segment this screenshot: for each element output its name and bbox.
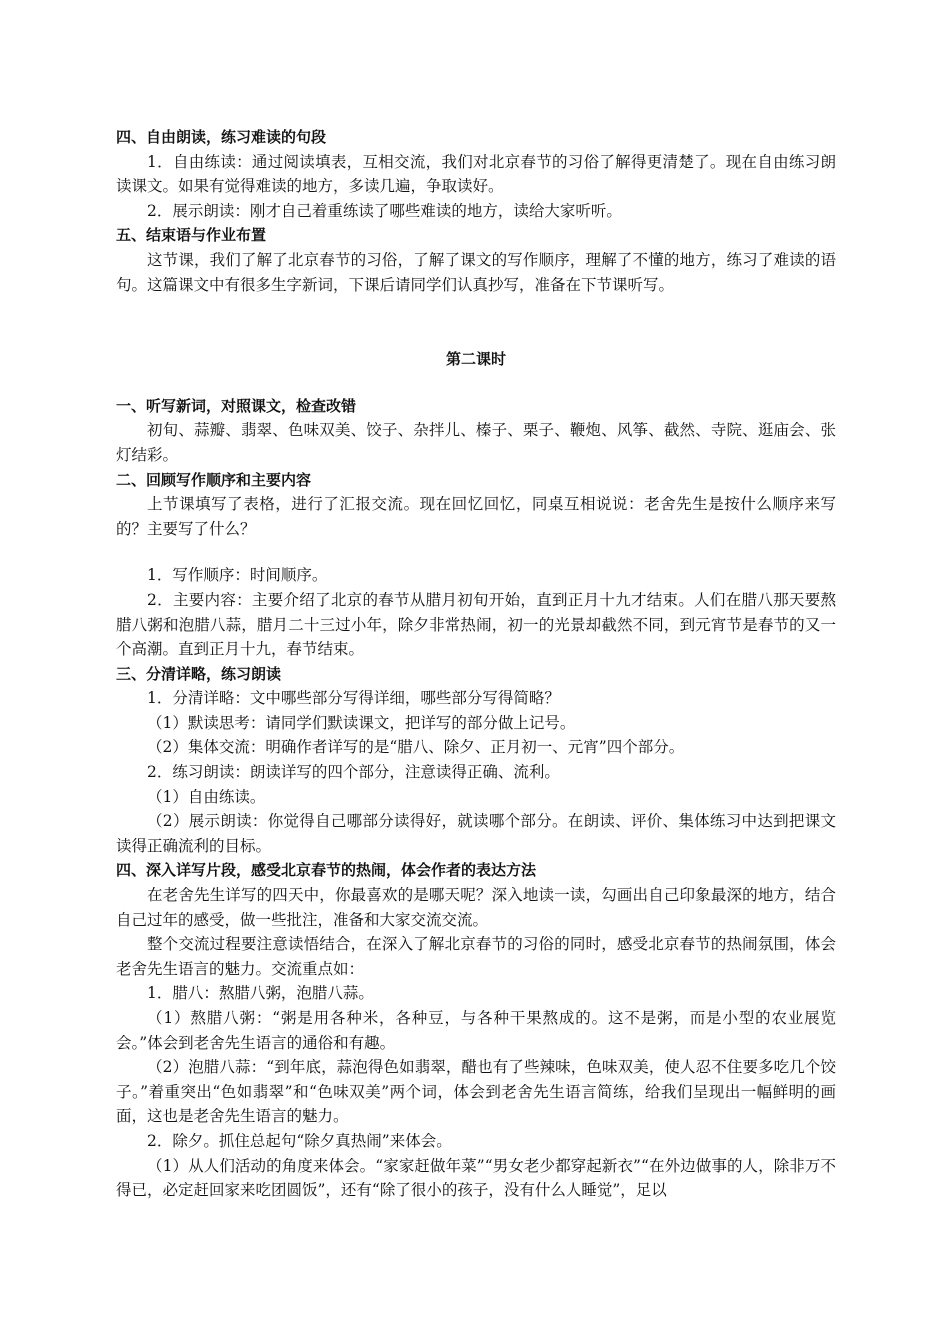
paragraph: 在老舍先生详写的四天中，你最喜欢的是哪天呢？深入地读一读，勾画出自己印象最深的地方，结合自己过年的感受，做一些批注，准备和大家交流交流。 [116,886,836,929]
paragraph: 1．腊八：熬腊八粥，泡腊八蒜。 [147,984,374,1003]
paragraph: 这节课，我们了解了北京春节的习俗，了解了课文的写作顺序，理解了不懂的地方，练习了难读的语句。这篇课文中有很多生字新词，下课后请同学们认真抄写，准备在下节课听写。 [116,250,836,294]
paragraph: （2）泡腊八蒜：“到年底，蒜泡得色如翡翠，醋也有了些辣味，色味双美，使人忍不住要多吃几个饺子。”着重突出“色如翡翠”和“色味双美”两个词，体会到老舍先生语言简练，给我们呈现出一幅鲜明的画面，这也是老舍先生语言的魅力。 [116,1058,836,1126]
section-heading-review: 二、回顾写作顺序和主要内容 [116,470,312,489]
paragraph: 1．自由练读：通过阅读填表，互相交流，我们对北京春节的习俗了解得更清楚了。现在自由练习朗读课文。如果有觉得难读的地方，多读几遍，争取读好。 [116,152,836,196]
paragraph: （2）集体交流：明确作者详写的是“腊八、除夕、正月初一、元宵”四个部分。 [147,738,685,757]
paragraph: 1．分清详略：文中哪些部分写得详细，哪些部分写得简略？ [147,689,560,708]
lesson-title: 第二课时 [445,350,506,369]
paragraph: 2．主要内容：主要介绍了北京的春节从腊月初旬开始，直到正月十九才结束。人们在腊八那天要熬腊八粥和泡腊八蒜，腊月二十三过小年，除夕非常热闹，初一的光景却截然不同，到元宵节是春节的又一个高潮。直到正月十九，春节结束。 [116,590,836,659]
section-heading-dictation: 一、听写新词，对照课文，检查改错 [116,396,357,415]
paragraph: 初旬、蒜瓣、翡翠、色味双美、饺子、杂拌儿、榛子、栗子、鞭炮、风筝、截然、寺院、逛庙会、张灯结彩。 [116,421,836,464]
paragraph: 2．展示朗读：刚才自己着重练读了哪些难读的地方，读给大家听听。 [147,201,622,220]
paragraph: （1）从人们活动的角度来体会。“家家赶做年菜”“男女老少都穿起新衣”“在外边做事的人，除非万不得已，必定赶回家来吃团圆饭”，还有“除了很小的孩子，没有什么人睡觉”，足以 [116,1156,836,1200]
paragraph: （1）默读思考：请同学们默读课文，把详写的部分做上记号。 [147,713,576,732]
section-heading-deep-reading: 四、深入详写片段，感受北京春节的热闹，体会作者的表达方法 [116,861,537,880]
spacer [116,372,836,394]
paragraph: （1）熬腊八粥：“粥是用各种米，各种豆，与各种干果熬成的。这不是粥，而是小型的农业展览会。”体会到老舍先生语言的通俗和有趣。 [116,1009,836,1052]
document-page [116,125,836,1203]
paragraph: 2．除夕。抓住总起句“除夕真热闹”来体会。 [147,1131,452,1150]
spacer [116,297,836,347]
paragraph: 整个交流过程要注意读悟结合，在深入了解北京春节的习俗的同时，感受北京春节的热闹氛围，体会老舍先生语言的魅力。交流重点如： [116,935,836,978]
section-heading-detail: 三、分清详略，练习朗读 [116,664,282,683]
paragraph: 上节课填写了表格，进行了汇报交流。现在回忆回忆，同桌互相说说：老舍先生是按什么顺序来写的？主要写了什么？ [116,495,836,538]
section-heading-conclusion: 五、结束语与作业布置 [116,226,267,245]
spacer [116,541,836,563]
paragraph: （2）展示朗读：你觉得自己哪部分读得好，就读哪个部分。在朗读、评价、集体练习中达到把课文读得正确流利的目标。 [116,812,836,855]
paragraph: （1）自由练读。 [147,787,266,806]
section-heading-free-reading: 四、自由朗读，练习难读的句段 [116,128,327,146]
paragraph: 1．写作顺序：时间顺序。 [147,566,328,585]
paragraph: 2．练习朗读：朗读详写的四个部分，注意读得正确、流利。 [147,763,560,782]
